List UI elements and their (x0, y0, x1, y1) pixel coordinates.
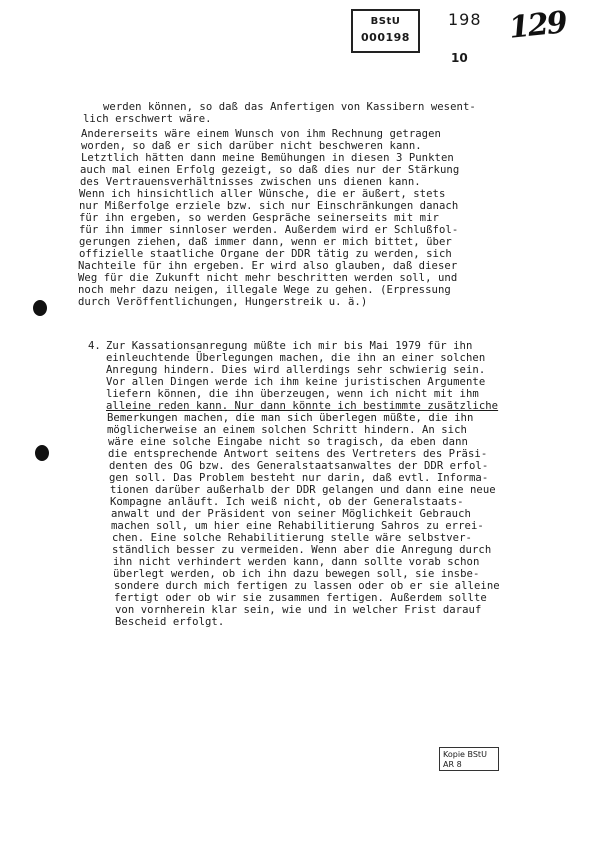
item-number: 4. (88, 340, 101, 352)
text-line: Andererseits wäre einem Wunsch von ihm Rechnung getragen (81, 128, 441, 140)
text-line: für ihn immer sinnloser werden. Außerdem wird er Schlußfol- (79, 224, 459, 236)
copy-stamp-line: AR 8 (443, 760, 462, 769)
text-line: tionen darüber außerhalb der DDR gelangen und dann eine neue (110, 484, 496, 496)
text-line: liefern können, die ihn überzeugen, wenn ich nicht mit ihm (106, 388, 479, 400)
text-line: fertigt oder ob wir sie zusammen fertigen. Außerdem sollte (114, 592, 487, 604)
text-line: gen soll. Das Problem besteht nur darin, daß evtl. Informa- (109, 472, 489, 484)
punch-hole (33, 300, 47, 316)
text-line: für ihn ergeben, so werden Gespräche seinerseits mit mir (79, 212, 439, 224)
text-line: Letztlich hätten dann meine Bemühungen in diesen 3 Punkten (81, 152, 454, 164)
text-line: offizielle staatliche Organe der DDR tätig zu werden, sich (79, 248, 452, 260)
text-line: auch mal einen Erfolg gezeigt, so daß dies nur der Stärkung (80, 164, 460, 176)
page-number-handwritten: 129 (507, 5, 568, 46)
text-line: Anregung hindern. Dies wird allerdings sehr schwierig sein. (106, 364, 486, 376)
text-line: durch Veröffentlichungen, Hungerstreik u. ä.) (78, 296, 368, 308)
stamp-label: BStU (370, 16, 401, 27)
text-line: chen. Eine solche Rehabilitierung stelle wäre selbstver- (112, 532, 472, 544)
punch-hole (35, 445, 49, 461)
text-line: wäre eine solche Eingabe nicht so tragisch, da eben dann (108, 436, 468, 448)
text-line: worden, so daß er sich darüber nicht beschweren kann. (81, 140, 422, 152)
text-line: Bescheid erfolgt. (115, 616, 225, 628)
text-line: sondere durch mich fertigen zu lassen oder ob er sie alleine (114, 580, 500, 592)
page-number-typed: 198 (448, 10, 482, 29)
text-line: lich erschwert wäre. (83, 113, 212, 125)
text-line: Weg für die Zukunft nicht mehr beschritten werden soll, und (78, 272, 458, 284)
bstu-archive-stamp (351, 9, 420, 53)
text-line: machen soll, um hier eine Rehabilitierung Sahros zu errei- (111, 520, 484, 532)
text-line: gerungen ziehen, daß immer dann, wenn er mich bittet, über (79, 236, 452, 248)
text-line: Wenn ich hinsichtlich aller Wünsche, die er äußert, stets (79, 188, 446, 200)
copy-stamp (439, 747, 499, 771)
text-line: Zur Kassationsanregung müßte ich mir bis Mai 1979 für ihn (106, 340, 473, 352)
page-number-small: 10 (451, 51, 468, 65)
text-line: Vor allen Dingen werde ich ihm keine juristischen Argumente (106, 376, 486, 388)
text-line: des Vertrauensverhältnisses zwischen uns dienen kann. (80, 176, 421, 188)
text-line: möglicherweise an einem solchen Schritt hindern. An sich (107, 424, 467, 436)
text-line: ständlich besser zu vermeiden. Wenn aber die Anregung durch (112, 544, 492, 556)
text-line-underlined: alleine reden kann. Nur dann könnte ich bestimmte zusätzliche (106, 400, 499, 412)
text-line: überlegt werden, ob ich ihn dazu bewegen soll, sie insbe- (113, 568, 480, 580)
text-line: anwalt und der Präsident von seiner Möglichkeit Gebrauch (111, 508, 471, 520)
stamp-number: 000198 (361, 31, 410, 44)
text-line: nur Mißerfolge erziele bzw. sich nur Einschränkungen danach (79, 200, 459, 212)
text-line: von vornherein klar sein, wie und in welcher Frist darauf (115, 604, 482, 616)
text-line: Nachteile für ihn ergeben. Er wird also glauben, daß dieser (78, 260, 458, 272)
text-line: noch mehr dazu neigen, illegale Wege zu gehen. (Erpressung (78, 284, 451, 296)
text-line: Kompagne anläuft. Ich weiß nicht, ob der Generalstaats- (110, 496, 464, 508)
text-line: ihn nicht verhindert werden kann, dann sollte vorab schon (113, 556, 480, 568)
text-line: einleuchtende Überlegungen machen, die ihn an einer solchen (106, 352, 486, 364)
text-line: Bemerkungen machen, die man sich überlegen müßte, die ihn (107, 412, 474, 424)
text-line: werden können, so daß das Anfertigen von Kassibern wesent- (103, 101, 476, 113)
text-line: die entsprechende Antwort seitens des Vertreters des Präsi- (108, 448, 488, 460)
copy-stamp-line: Kopie BStU (443, 750, 487, 759)
text-line: denten des OG bzw. des Generalstaatsanwaltes der DDR erfol- (109, 460, 489, 472)
